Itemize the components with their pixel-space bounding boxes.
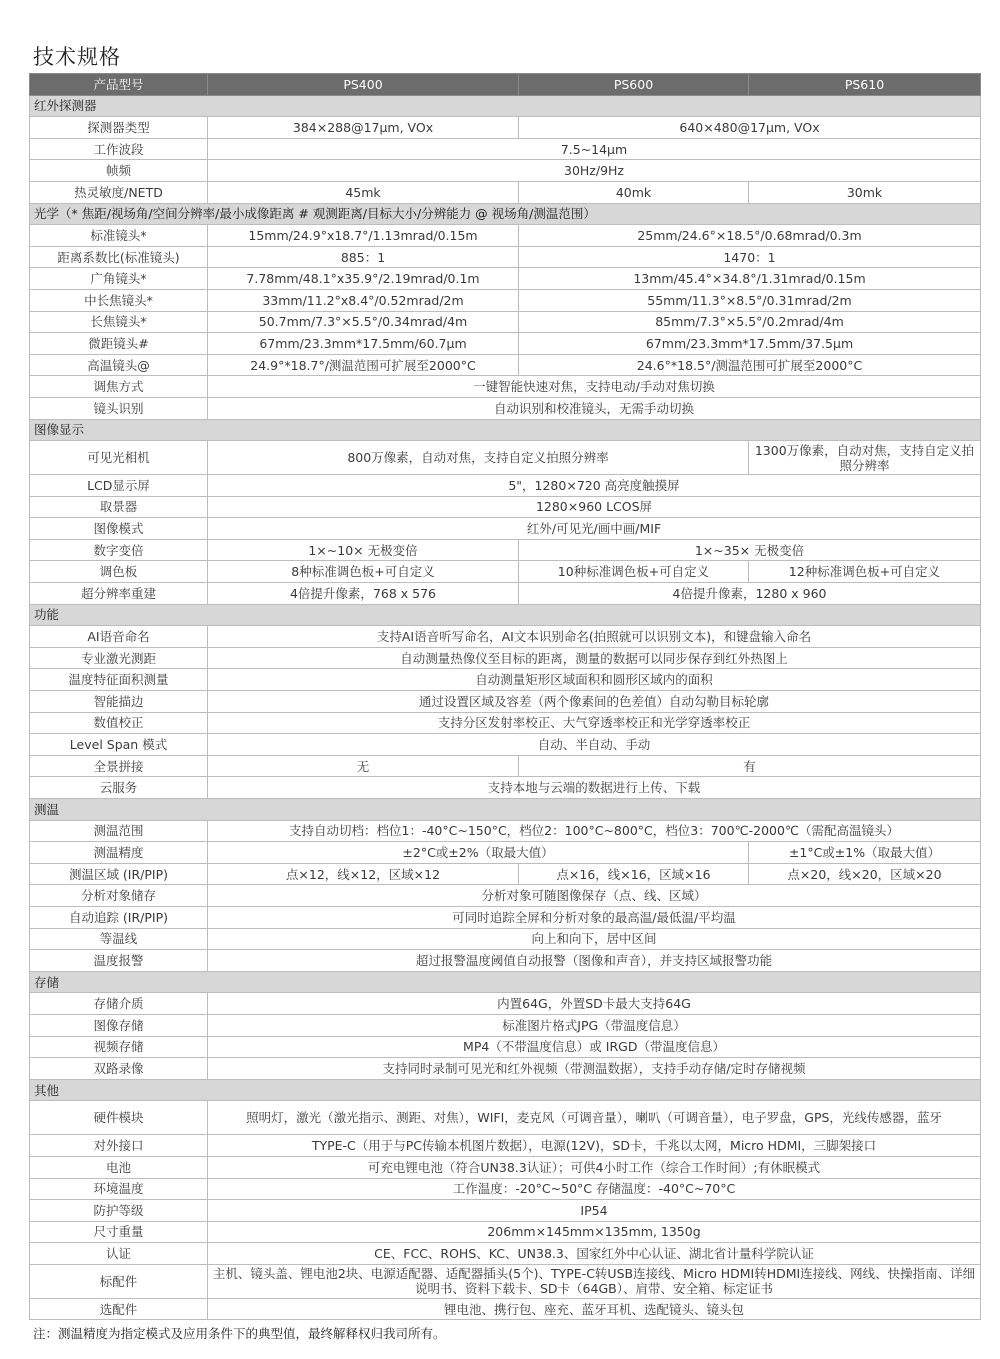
row-value: 885：1	[208, 246, 519, 268]
table-row	[30, 842, 981, 864]
table-row	[30, 626, 981, 648]
section-title: 存储	[30, 971, 981, 993]
table-row	[30, 333, 981, 355]
row-value: 超过报警温度阈值自动报警（图像和声音），并支持区域报警功能	[208, 950, 981, 972]
row-value: 点×16，线×16，区域×16	[519, 863, 749, 885]
section-header-row	[30, 419, 981, 441]
table-row	[30, 820, 981, 842]
row-value: 24.9°*18.7°/测温范围可扩展至2000°C	[208, 354, 519, 376]
row-value: 4倍提升像素，768 x 576	[208, 583, 519, 605]
row-label: 取景器	[30, 496, 208, 518]
table-row	[30, 441, 981, 475]
section-header-row	[30, 604, 981, 626]
row-label: 微距镜头#	[30, 333, 208, 355]
table-row	[30, 885, 981, 907]
row-value: 分析对象可随图像保存（点、线、区域）	[208, 885, 981, 907]
row-label: 存储介质	[30, 993, 208, 1015]
table-row	[30, 906, 981, 928]
table-row	[30, 1058, 981, 1080]
row-label: 中长焦镜头*	[30, 289, 208, 311]
row-label: 温度特征面积测量	[30, 669, 208, 691]
row-value: 5"，1280×720 高亮度触摸屏	[208, 475, 981, 497]
row-value: 7.5~14μm	[208, 138, 981, 160]
row-label: 尺寸重量	[30, 1221, 208, 1243]
row-label: 高温镜头@	[30, 354, 208, 376]
header-ps600: PS600	[519, 74, 749, 96]
table-header-row	[30, 74, 981, 96]
row-value: 7.78mm/48.1°x35.9°/2.19mrad/0.1m	[208, 268, 519, 290]
table-row	[30, 1178, 981, 1200]
row-value: 1280×960 LCOS屏	[208, 496, 981, 518]
row-value: 支持分区发射率校正、大气穿透率校正和光学穿透率校正	[208, 712, 981, 734]
row-value: 标准图片格式JPG（带温度信息）	[208, 1014, 981, 1036]
table-row	[30, 561, 981, 583]
table-row	[30, 225, 981, 247]
table-row	[30, 397, 981, 419]
row-value: 384×288@17μm, VOx	[208, 117, 519, 139]
row-value: 4倍提升像素，1280 x 960	[519, 583, 981, 605]
table-row	[30, 691, 981, 713]
row-label: 标准镜头*	[30, 225, 208, 247]
row-label: 专业激光测距	[30, 647, 208, 669]
table-row	[30, 181, 981, 203]
table-row	[30, 734, 981, 756]
row-value: 锂电池、携行包、座充、蓝牙耳机、选配镜头、镜头包	[208, 1298, 981, 1320]
row-value: 15mm/24.9°x18.7°/1.13mrad/0.15m	[208, 225, 519, 247]
row-value: 通过设置区域及容差（两个像素间的色差值）自动勾勒目标轮廓	[208, 691, 981, 713]
row-value: 1×~10× 无极变倍	[208, 539, 519, 561]
row-value: 主机、镜头盖、锂电池2块、电源适配器、适配器插头(5个)、TYPE-C转USB连接线、Micro HDMI转HDMI连接线、网线、快操指南、详细说明书、资料下载卡、SD卡（64GB）、肩带、安全箱、标定证书	[208, 1264, 981, 1298]
table-row	[30, 268, 981, 290]
row-value: 33mm/11.2°x8.4°/0.52mrad/2m	[208, 289, 519, 311]
table-row	[30, 1156, 981, 1178]
table-row	[30, 928, 981, 950]
section-title: 图像显示	[30, 419, 981, 441]
table-row	[30, 518, 981, 540]
row-label: 分析对象储存	[30, 885, 208, 907]
row-label: 等温线	[30, 928, 208, 950]
row-value: 800万像素，自动对焦，支持自定义拍照分辨率	[208, 441, 749, 475]
row-value: IP54	[208, 1200, 981, 1222]
row-value: 自动测量矩形区域面积和圆形区域内的面积	[208, 669, 981, 691]
row-label: Level Span 模式	[30, 734, 208, 756]
row-value: 可同时追踪全屏和分析对象的最高温/最低温/平均温	[208, 906, 981, 928]
table-row	[30, 1200, 981, 1222]
row-value: 向上和向下，居中区间	[208, 928, 981, 950]
row-value: 640×480@17μm, VOx	[519, 117, 981, 139]
row-value: 12种标准调色板+可自定义	[749, 561, 981, 583]
row-value: TYPE-C（用于与PC传输本机图片数据），电源(12V)，SD卡，千兆以太网，Micro HDMI，三脚架接口	[208, 1135, 981, 1157]
row-value: 30Hz/9Hz	[208, 160, 981, 182]
spec-table	[29, 73, 981, 1320]
row-label: 自动追踪 (IR/PIP)	[30, 906, 208, 928]
spec-table-body	[30, 74, 981, 1320]
row-value: 50.7mm/7.3°×5.5°/0.34mrad/4m	[208, 311, 519, 333]
row-label: AI语音命名	[30, 626, 208, 648]
row-value: 点×12，线×12，区域×12	[208, 863, 519, 885]
row-label: 硬件模块	[30, 1101, 208, 1135]
row-label: 数字变倍	[30, 539, 208, 561]
section-title: 光学（* 焦距/视场角/空间分辨率/最小成像距离 # 观测距离/目标大小/分辨能力 @ 视场角/测温范围）	[30, 203, 981, 225]
row-label: 距离系数比(标准镜头)	[30, 246, 208, 268]
row-label: 调色板	[30, 561, 208, 583]
table-row	[30, 755, 981, 777]
row-value: 自动识别和校准镜头，无需手动切换	[208, 397, 981, 419]
table-row	[30, 311, 981, 333]
table-row	[30, 138, 981, 160]
table-row	[30, 246, 981, 268]
row-value: 55mm/11.3°×8.5°/0.31mrad/2m	[519, 289, 981, 311]
row-label: 调焦方式	[30, 376, 208, 398]
row-value: 45mk	[208, 181, 519, 203]
table-row	[30, 669, 981, 691]
table-row	[30, 1036, 981, 1058]
row-label: 温度报警	[30, 950, 208, 972]
row-label: 选配件	[30, 1298, 208, 1320]
row-label: 环境温度	[30, 1178, 208, 1200]
table-row	[30, 160, 981, 182]
row-value: 支持本地与云端的数据进行上传、下载	[208, 777, 981, 799]
section-header-row	[30, 95, 981, 117]
table-row	[30, 712, 981, 734]
row-value: 30mk	[749, 181, 981, 203]
table-row	[30, 475, 981, 497]
row-value: CE、FCC、ROHS、KC、UN38.3、国家红外中心认证、湖北省计量科学院认证	[208, 1243, 981, 1265]
row-label: 帧频	[30, 160, 208, 182]
section-header-row	[30, 203, 981, 225]
footnote: 注：测温精度为指定模式及应用条件下的典型值，最终解释权归我司所有。	[33, 1326, 446, 1341]
row-label: 数值校正	[30, 712, 208, 734]
row-label: 标配件	[30, 1264, 208, 1298]
row-label: 认证	[30, 1243, 208, 1265]
row-value: 67mm/23.3mm*17.5mm/60.7μm	[208, 333, 519, 355]
table-row	[30, 1264, 981, 1298]
row-value: 25mm/24.6°×18.5°/0.68mrad/0.3m	[519, 225, 981, 247]
row-value: 照明灯，激光（激光指示、测距、对焦），WIFI，麦克风（可调音量），喇叭（可调音量），电子罗盘，GPS，光线传感器，蓝牙	[208, 1101, 981, 1135]
row-label: 长焦镜头*	[30, 311, 208, 333]
table-row	[30, 993, 981, 1015]
section-header-row	[30, 971, 981, 993]
row-value: 支持AI语音听写命名，AI文本识别命名(拍照就可以识别文本)，和键盘输入命名	[208, 626, 981, 648]
table-row	[30, 777, 981, 799]
row-value: 红外/可见光/画中画/MIF	[208, 518, 981, 540]
row-value: ±2°C或±2%（取最大值）	[208, 842, 749, 864]
section-title: 功能	[30, 604, 981, 626]
row-value: 1300万像素，自动对焦，支持自定义拍照分辨率	[749, 441, 981, 475]
table-row	[30, 354, 981, 376]
row-label: 测温精度	[30, 842, 208, 864]
table-row	[30, 1221, 981, 1243]
row-label: 视频存储	[30, 1036, 208, 1058]
table-row	[30, 647, 981, 669]
row-label: 测温区域 (IR/PIP)	[30, 863, 208, 885]
row-value: 自动测量热像仪至目标的距离，测量的数据可以同步保存到红外热图上	[208, 647, 981, 669]
row-label: 探测器类型	[30, 117, 208, 139]
row-value: 85mm/7.3°×5.5°/0.2mrad/4m	[519, 311, 981, 333]
row-label: 可见光相机	[30, 441, 208, 475]
row-value: 支持自动切档：档位1：-40°C~150°C，档位2：100°C~800°C，档位3：700℃-2000℃（需配高温镜头）	[208, 820, 981, 842]
header-model-label: 产品型号	[30, 74, 208, 96]
row-label: 双路录像	[30, 1058, 208, 1080]
section-title: 测温	[30, 799, 981, 821]
section-title: 红外探测器	[30, 95, 981, 117]
table-row	[30, 376, 981, 398]
table-row	[30, 1135, 981, 1157]
row-value: 24.6°*18.5°/测温范围可扩展至2000°C	[519, 354, 981, 376]
row-value: 1470：1	[519, 246, 981, 268]
header-ps400: PS400	[208, 74, 519, 96]
table-row	[30, 1243, 981, 1265]
table-row	[30, 1298, 981, 1320]
table-row	[30, 863, 981, 885]
section-header-row	[30, 799, 981, 821]
page-title: 技术规格	[33, 45, 121, 69]
row-label: 广角镜头*	[30, 268, 208, 290]
row-value: 10种标准调色板+可自定义	[519, 561, 749, 583]
table-row	[30, 117, 981, 139]
row-value: 工作温度：-20°C~50°C 存储温度：-40°C~70°C	[208, 1178, 981, 1200]
table-row	[30, 1101, 981, 1135]
row-value: 1×~35× 无极变倍	[519, 539, 981, 561]
row-label: 镜头识别	[30, 397, 208, 419]
table-row	[30, 539, 981, 561]
header-ps610: PS610	[749, 74, 981, 96]
row-label: 全景拼接	[30, 755, 208, 777]
row-value: 点×20，线×20，区域×20	[749, 863, 981, 885]
row-value: 内置64G，外置SD卡最大支持64G	[208, 993, 981, 1015]
section-title: 其他	[30, 1079, 981, 1101]
row-label: 测温范围	[30, 820, 208, 842]
row-value: 8种标准调色板+可自定义	[208, 561, 519, 583]
table-row	[30, 583, 981, 605]
row-label: 对外接口	[30, 1135, 208, 1157]
row-value: 可充电锂电池（符合UN38.3认证）；可供4小时工作（综合工作时间）;有休眠模式	[208, 1156, 981, 1178]
row-label: 云服务	[30, 777, 208, 799]
row-label: 工作波段	[30, 138, 208, 160]
row-value: 有	[519, 755, 981, 777]
row-value: 206mm×145mm×135mm, 1350g	[208, 1221, 981, 1243]
row-label: LCD显示屏	[30, 475, 208, 497]
table-row	[30, 289, 981, 311]
table-row	[30, 1014, 981, 1036]
row-value: 自动、半自动、手动	[208, 734, 981, 756]
row-label: 图像存储	[30, 1014, 208, 1036]
row-value: 一键智能快速对焦，支持电动/手动对焦切换	[208, 376, 981, 398]
section-header-row	[30, 1079, 981, 1101]
row-label: 热灵敏度/NETD	[30, 181, 208, 203]
row-label: 电池	[30, 1156, 208, 1178]
row-value: ±1°C或±1%（取最大值）	[749, 842, 981, 864]
row-label: 智能描边	[30, 691, 208, 713]
row-value: 无	[208, 755, 519, 777]
row-value: 67mm/23.3mm*17.5mm/37.5μm	[519, 333, 981, 355]
row-value: MP4（不带温度信息）或 IRGD（带温度信息）	[208, 1036, 981, 1058]
row-value: 13mm/45.4°×34.8°/1.31mrad/0.15m	[519, 268, 981, 290]
table-row	[30, 950, 981, 972]
row-value: 支持同时录制可见光和红外视频（带测温数据），支持手动存储/定时存储视频	[208, 1058, 981, 1080]
row-label: 超分辨率重建	[30, 583, 208, 605]
table-row	[30, 496, 981, 518]
row-label: 防护等级	[30, 1200, 208, 1222]
row-label: 图像模式	[30, 518, 208, 540]
row-value: 40mk	[519, 181, 749, 203]
